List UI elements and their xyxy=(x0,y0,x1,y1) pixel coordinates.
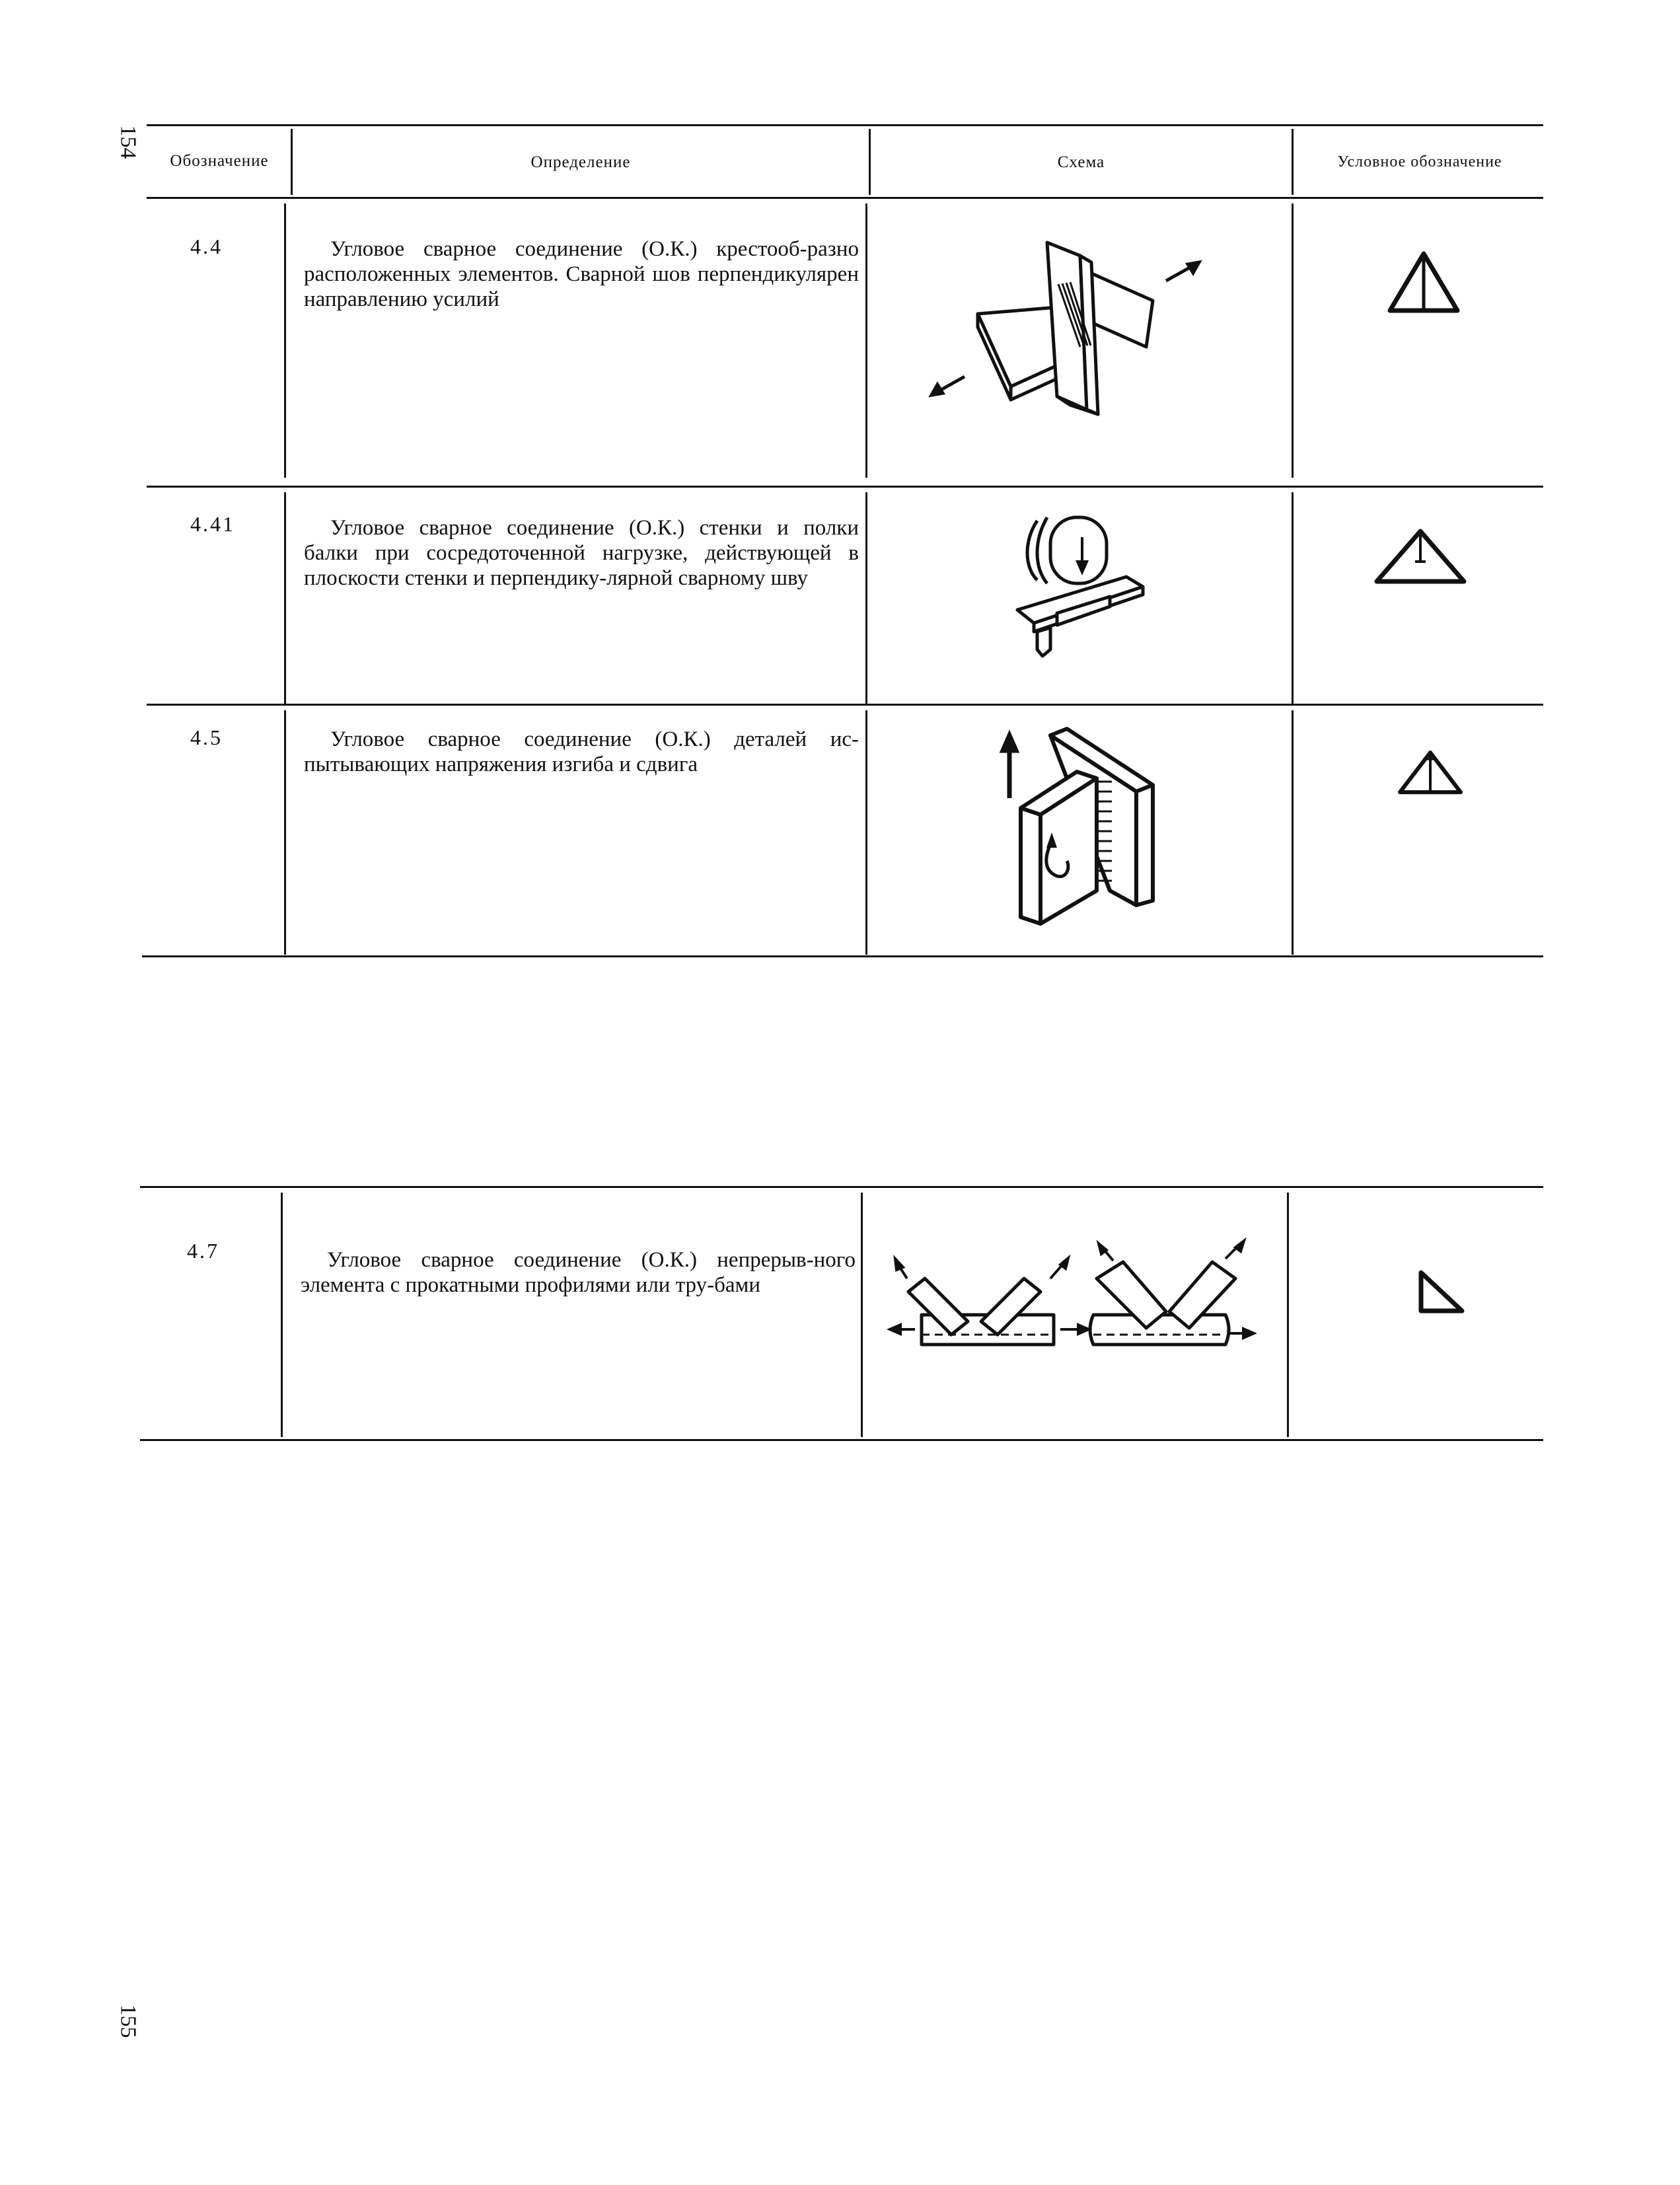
col-separator xyxy=(1287,1193,1289,1437)
table-top-rule xyxy=(147,124,1543,126)
row-definition: Угловое сварное соединение (О.К.) крестооб-разно расположенных элементов. Сварной шов перпендикулярен направлению усилий xyxy=(304,237,859,311)
beam-load-scheme-icon xyxy=(1011,514,1163,666)
col-separator xyxy=(281,1193,283,1437)
col-separator xyxy=(284,204,286,478)
bending-shear-scheme-icon xyxy=(1004,725,1163,930)
column-header-definition: Определение xyxy=(530,153,631,171)
column-header-designation: Обозначение xyxy=(170,152,269,170)
column-header-scheme: Схема xyxy=(1057,153,1105,171)
page-number-bottom: 155 xyxy=(116,2004,141,2038)
col-separator xyxy=(1292,710,1294,955)
right-triangle-icon xyxy=(1417,1269,1467,1315)
col-separator xyxy=(861,1193,863,1437)
col-separator xyxy=(1292,129,1294,195)
profiles-joint-scheme-icon xyxy=(895,1242,1252,1368)
row-definition: Угловое сварное соединение (О.К.) стенки и полки балки при сосредоточенной нагрузке, действующей в плоскости стенки и перпендику-лярной сварному шву xyxy=(304,516,859,590)
page-number-top: 154 xyxy=(116,125,141,159)
row-rule xyxy=(147,486,1543,488)
column-header-symbol: Условное обозначение xyxy=(1337,153,1502,170)
row-code: 4.41 xyxy=(190,512,235,536)
col-separator xyxy=(869,129,871,195)
row-definition: Угловое сварное соединение (О.К.) деталей ис-пытывающих напряжения изгиба и сдвига xyxy=(304,727,859,776)
row-rule xyxy=(147,704,1543,706)
header-bottom-rule xyxy=(147,197,1543,199)
row-code: 4.7 xyxy=(187,1239,219,1263)
row-definition: Угловое сварное соединение (О.К.) непрерыв-ного элемента с прокатными профилями или тру-бами xyxy=(301,1248,856,1297)
col-separator xyxy=(865,492,867,704)
col-separator xyxy=(284,492,286,704)
row-code: 4.4 xyxy=(190,235,223,258)
col-separator xyxy=(865,710,867,955)
table-bottom-rule xyxy=(142,955,1543,957)
col-separator xyxy=(291,129,293,195)
cross-joint-scheme-icon xyxy=(938,235,1202,420)
col-separator xyxy=(1292,204,1294,478)
triangle-with-short-mark-icon xyxy=(1374,529,1467,585)
table-top-rule xyxy=(140,1186,1543,1188)
col-separator xyxy=(284,710,286,955)
row-code: 4.5 xyxy=(190,725,223,749)
triangle-with-median-icon xyxy=(1387,251,1460,314)
triangle-with-vertical-line-icon xyxy=(1397,750,1463,796)
col-separator xyxy=(1292,492,1294,704)
table-bottom-rule xyxy=(140,1439,1543,1441)
col-separator xyxy=(865,204,867,478)
